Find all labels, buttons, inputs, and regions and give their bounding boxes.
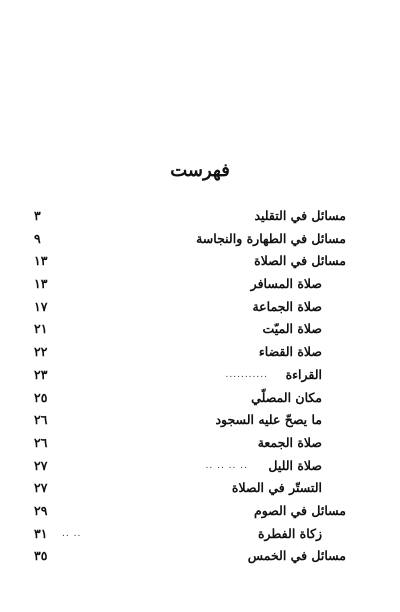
toc-entry-label: صلاة المسافر: [250, 276, 322, 292]
toc-subentry: [34, 477, 346, 500]
toc-entry-page: ٣١: [34, 525, 48, 541]
toc-subentry: [34, 318, 346, 341]
toc-entry-page: ٢٦: [34, 434, 48, 450]
toc-subentry: [34, 455, 346, 478]
toc-entry-page: ٢٦: [34, 412, 48, 428]
toc-entry-label: مسائل في التقليد: [254, 208, 346, 223]
toc-entry-label: مسائل في الصوم: [253, 502, 346, 518]
toc-entry: [34, 228, 346, 251]
toc-entry-page: ٢٢: [34, 344, 48, 360]
toc-entry-page: ٣: [34, 208, 41, 223]
toc-entry-label: زكاة الفطرة: [257, 525, 322, 541]
toc-entry-page: ٩: [34, 230, 41, 246]
toc-subentry: [34, 523, 346, 546]
toc-leader-dots: ...........: [225, 369, 268, 380]
toc-entry-label: صلاة الجمعة: [257, 434, 322, 450]
toc-subentry: [34, 364, 346, 387]
toc-entry-label: مسائل في الطهارة والنجاسة: [196, 230, 346, 246]
toc-subentry: [34, 341, 346, 364]
toc-entry-label: القراءة: [285, 366, 322, 382]
toc-entry-page: ٢١: [34, 321, 48, 337]
toc-entry-label: صلاة الليل: [268, 457, 322, 473]
toc-entry-page: ٢٩: [34, 502, 48, 518]
toc-entry: [34, 250, 346, 273]
toc-entry-label: صلاة الجماعة: [252, 298, 322, 314]
toc-entry-label: مكان المصلّي: [251, 389, 322, 405]
toc-entry-page: ٢٧: [34, 457, 48, 473]
toc-subentry: [34, 432, 346, 455]
toc-entry-page: ٢٣: [34, 366, 48, 382]
toc-entry-label: ما يصحّ عليه السجود: [215, 412, 322, 428]
toc-subentry: [34, 273, 346, 296]
toc-entry-page: ٢٥: [34, 389, 48, 405]
toc-entry: [34, 500, 346, 523]
toc-subentry: [34, 409, 346, 432]
toc-entry: [34, 205, 346, 228]
toc-entry: [34, 545, 346, 568]
toc-subentry: [34, 387, 346, 410]
toc-leader-dots: .. .. .. ..: [205, 460, 248, 471]
toc-entry-label: صلاة القضاء: [258, 344, 322, 360]
toc-subentry: [34, 296, 346, 319]
page-title: فهرست: [170, 160, 230, 181]
toc-entry-page: ١٣: [34, 253, 48, 269]
toc-entry-label: مسائل في الصلاة: [254, 253, 346, 269]
toc-entry-page: ٢٧: [34, 480, 48, 496]
table-of-contents: [34, 205, 346, 568]
toc-entry-label: التستّر في الصلاة: [231, 480, 322, 496]
toc-entry-page: ١٣: [34, 276, 48, 292]
toc-entry-label: صلاة الميّت: [262, 321, 322, 337]
toc-entry-page: ٣٥: [34, 548, 48, 564]
toc-leader-dots: .. ..: [62, 528, 82, 539]
toc-entry-label: مسائل في الخمس: [247, 548, 346, 564]
toc-entry-page: ١٧: [34, 298, 48, 314]
